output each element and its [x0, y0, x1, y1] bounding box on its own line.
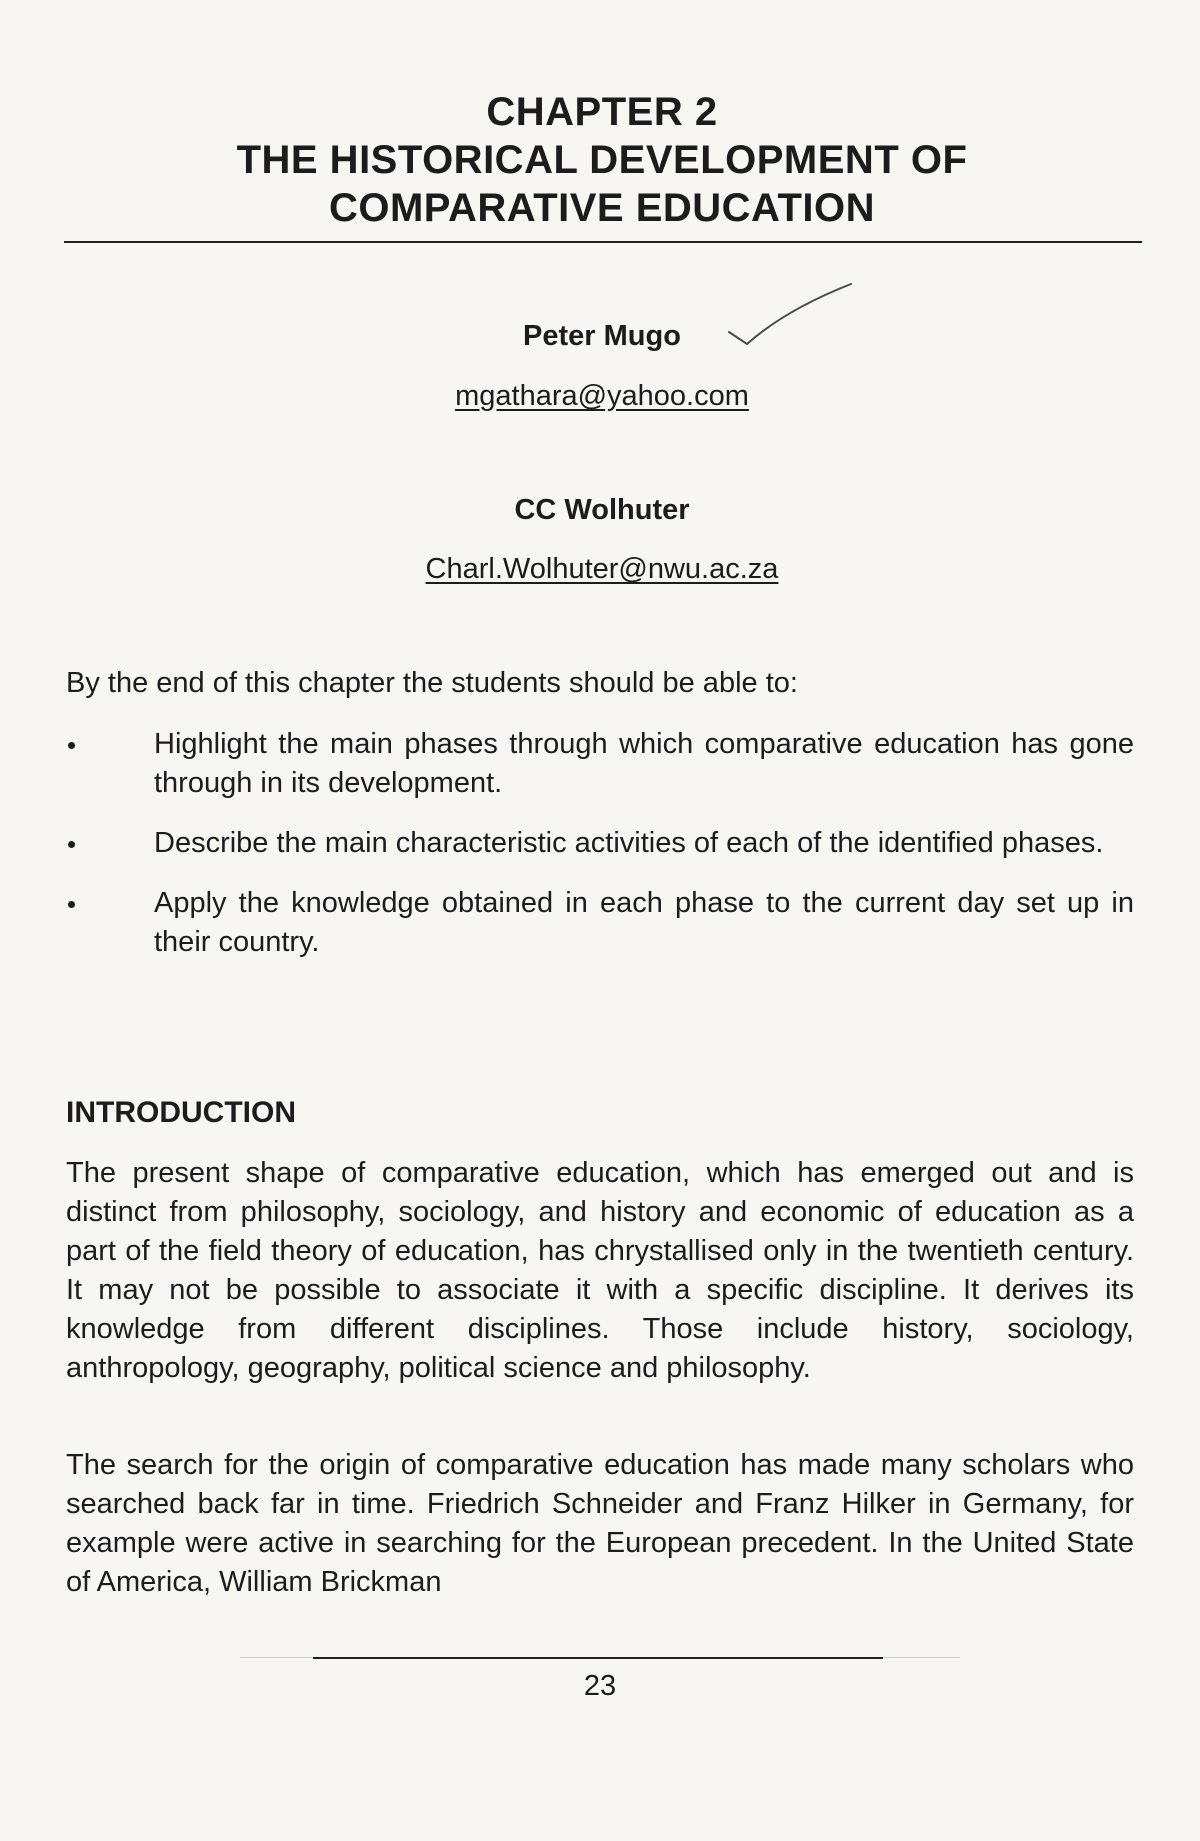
list-item [66, 824, 1134, 863]
author-2-contact [64, 551, 1140, 587]
chapter-title-line-1: THE HISTORICAL DEVELOPMENT OF [236, 138, 968, 182]
author-email[interactable]: mgathara@yahoo.com [455, 380, 749, 412]
list-item [66, 884, 1134, 962]
author-2 [64, 492, 1140, 528]
page-number: 23 [583, 1670, 617, 1702]
section-heading: INTRODUCTION [66, 1096, 296, 1129]
objective-text: Describe the main characteristic activities of each of the identified phases. [154, 827, 1104, 859]
bullet-icon [68, 841, 75, 848]
chapter-number: CHAPTER 2 [486, 90, 718, 134]
author-1 [64, 318, 1140, 354]
paragraph: The search for the origin of comparative education has made many scholars who searched back far in time. Friedrich Schneider and Franz Hilker in Germany, for example were active in searching for the European precedent. In the United State of America, William Brickman [66, 1449, 1134, 1598]
footer-divider [313, 1657, 883, 1659]
author-email[interactable]: Charl.Wolhuter@nwu.ac.za [425, 553, 779, 585]
list-item [66, 725, 1134, 803]
paragraph: The present shape of comparative education, which has emerged out and is distinct from philosophy, sociology, and history and economic of education as a part of the field theory of education, has chrystallised only in the twentieth century. It may not be possible to associate it with a specific discipline. It derives its knowledge from different disciplines. Those include history, sociology, anthropology, geography, political science and philosophy. [66, 1157, 1134, 1384]
bullet-icon [68, 901, 75, 908]
objective-text: Highlight the main phases through which comparative education has gone through in its development. [154, 728, 1134, 799]
author-name: Peter Mugo [523, 320, 681, 352]
handwritten-check-mark-icon [725, 280, 855, 350]
author-name: CC Wolhuter [514, 494, 690, 526]
chapter-header [64, 88, 1140, 232]
objectives-list [66, 725, 1134, 983]
bullet-icon [68, 742, 75, 749]
header-divider [64, 241, 1142, 243]
author-1-contact [64, 378, 1140, 414]
objective-text: Apply the knowledge obtained in each phase to the current day set up in their country. [154, 887, 1134, 958]
objectives-intro: By the end of this chapter the students should be able to: [66, 667, 798, 699]
chapter-title-line-2: COMPARATIVE EDUCATION [328, 186, 876, 230]
